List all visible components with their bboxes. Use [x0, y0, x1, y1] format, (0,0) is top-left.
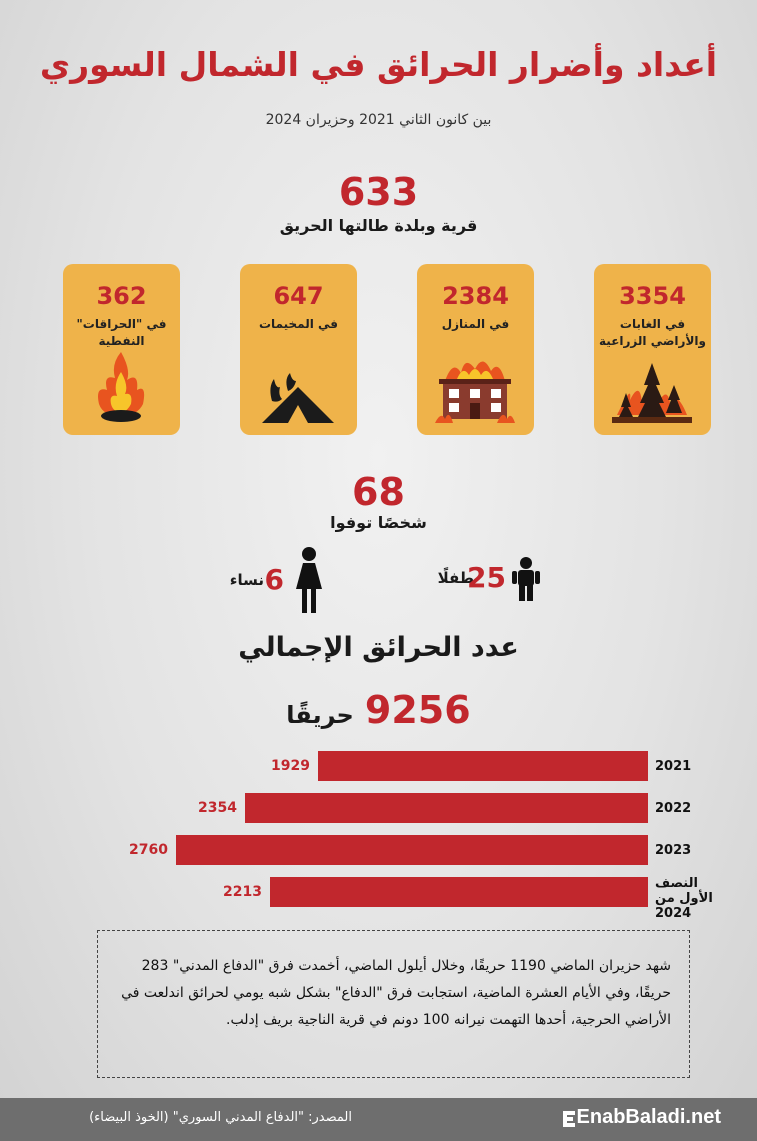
women-group: [222, 545, 332, 615]
card-oil-burners: [63, 264, 180, 435]
bar-value-label: 2354: [198, 800, 237, 816]
bar-category-label: 2023: [655, 843, 692, 858]
deaths-value: 68: [352, 470, 405, 514]
deaths-label: شخصًا توفوا: [330, 513, 427, 532]
children-group: [418, 545, 548, 615]
children-label: طفلًا: [437, 569, 474, 587]
card-label: في المخيمات: [259, 317, 338, 331]
total-unit: حريقًا: [286, 701, 354, 729]
bar: [318, 751, 648, 781]
bar-value-label: 1929: [271, 758, 310, 774]
note-text: شهد حزيران الماضي 1190 حريقًا، وخلال أيلول الماضي، أخمدت فرق "الدفاع المدني" 283 حريقًا، وفي الأيام العشرة الماضية، استجابت فرق "الدفاع" بشكل شبه يومي لحرائق اندلعت في الأراضي الحرجية، أحدها التهمت نيرانه 100 دونم في قرية الناجية بريف إدلب.: [121, 958, 671, 1028]
card-value: 647: [273, 282, 324, 310]
card-label: في الغابات والأراضي الزراعية: [599, 317, 706, 348]
bar: [245, 793, 648, 823]
villages-value: 633: [338, 170, 419, 214]
total-row: [0, 688, 757, 732]
card-value: 3354: [619, 282, 686, 310]
bar-category-label: 2022: [655, 801, 692, 816]
forest-fire-icon: [612, 355, 692, 425]
children-value: 25: [467, 561, 506, 594]
villages-label: قرية وبلدة طالتها الحريق: [279, 216, 478, 235]
card-houses: [417, 264, 534, 435]
card-value: 362: [96, 282, 147, 310]
women-label: نساء: [229, 571, 264, 589]
brand-name: EnabBaladi.net: [576, 1106, 721, 1128]
woman-icon: [296, 547, 322, 613]
page-title: أعداد وأضرار الحرائق في الشمال السوري: [39, 45, 718, 84]
note-box: [97, 930, 690, 1078]
bar: [270, 877, 648, 907]
brand-logo-icon: [561, 1110, 577, 1128]
bar-category-label: النصف الأول من 2024: [655, 876, 713, 921]
card-forests: [594, 264, 711, 435]
bar: [176, 835, 648, 865]
women-value: 6: [264, 563, 284, 596]
card-value: 2384: [442, 282, 509, 310]
card-label: في "الحراقات" النفطية: [76, 317, 167, 348]
total-value: 9256: [364, 688, 471, 732]
bar-category-label: 2021: [655, 759, 692, 774]
bar-value-label: 2213: [223, 884, 262, 900]
house-fire-icon: [435, 353, 515, 425]
total-title: عدد الحرائق الإجمالي: [238, 632, 519, 663]
card-label: في المنازل: [441, 317, 510, 331]
bar-value-label: 2760: [129, 842, 168, 858]
card-camps: [240, 264, 357, 435]
child-icon: [512, 557, 540, 601]
page-subtitle: بين كانون الثاني 2021 وحزيران 2024: [265, 112, 492, 128]
footer: [0, 1098, 757, 1141]
oil-burner-fire-icon: [81, 350, 161, 425]
tent-fire-icon: [258, 365, 338, 425]
source-text: المصدر: "الدفاع المدني السوري" (الخوذ البيضاء): [89, 1110, 352, 1125]
